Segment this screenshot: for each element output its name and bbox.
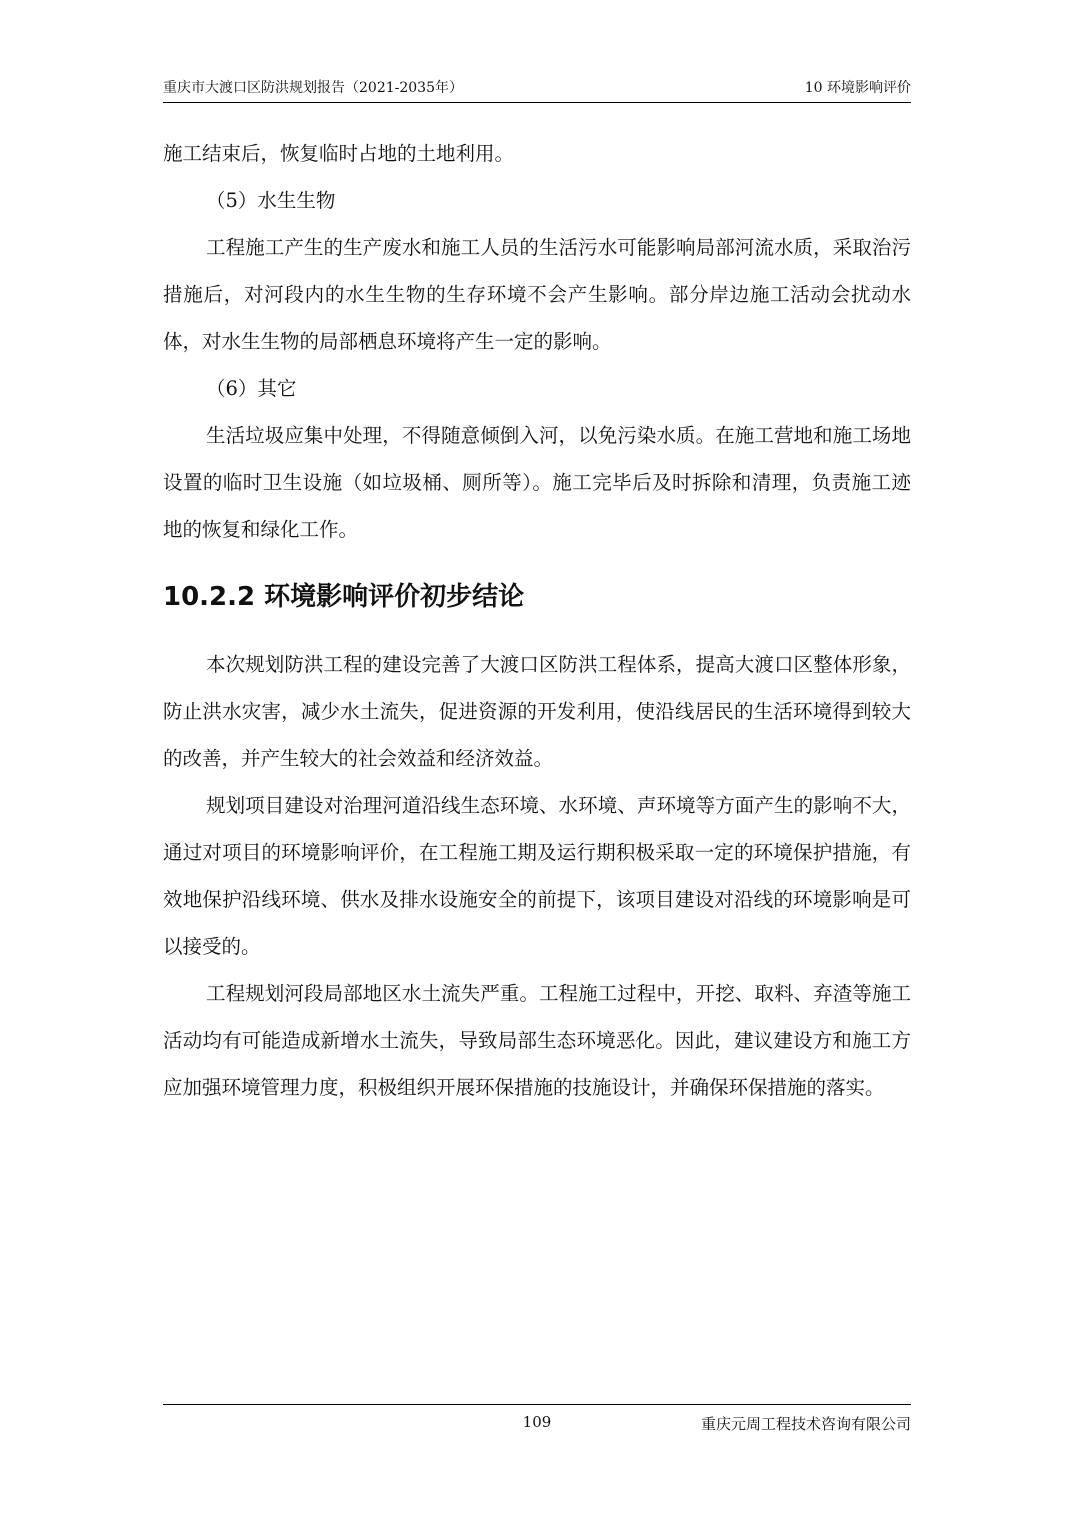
paragraph-3: 生活垃圾应集中处理，不得随意倾倒入河，以免污染水质。在施工营地和施工场地设置的临时卫生设施（如垃圾桶、厕所等）。施工完毕后及时拆除和清理，负责施工迹地的恢复和绿化工作。	[163, 424, 911, 541]
footer-company: 重庆元周工程技术咨询有限公司	[700, 1415, 911, 1433]
page-header	[163, 74, 911, 103]
subheading-other: （6）其它	[206, 377, 297, 400]
document-body	[163, 130, 911, 1111]
header-title: 重庆市大渡口区防洪规划报告（2021-2035年）	[163, 80, 463, 96]
paragraph-4: 本次规划防洪工程的建设完善了大渡口区防洪工程体系，提高大渡口区整体形象，防止洪水灾害，减少水土流失，促进资源的开发利用，使沿线居民的生活环境得到较大的改善，并产生较大的社会效益和经济效益。	[163, 653, 911, 770]
subheading-aquatic: （5）水生生物	[206, 189, 336, 212]
paragraph-1: 施工结束后，恢复临时占地的土地利用。	[163, 142, 515, 165]
section-heading: 10.2.2 环境影响评价初步结论	[163, 582, 525, 612]
page-number: 109	[522, 1413, 552, 1431]
page-footer	[163, 1404, 911, 1435]
paragraph-6: 工程规划河段局部地区水土流失严重。工程施工过程中，开挖、取料、弃渣等施工活动均有可能造成新增水土流失，导致局部生态环境恶化。因此，建议建设方和施工方应加强环境管理力度，积极组织开展环保措施的技施设计，并确保环保措施的落实。	[163, 982, 911, 1099]
paragraph-2: 工程施工产生的生产废水和施工人员的生活污水可能影响局部河流水质，采取治污措施后，对河段内的水生生物的生存环境不会产生影响。部分岸边施工活动会扰动水体，对水生生物的局部栖息环境将产生一定的影响。	[163, 236, 911, 353]
header-chapter: 10 环境影响评价	[804, 80, 911, 96]
paragraph-5: 规划项目建设对治理河道沿线生态环境、水环境、声环境等方面产生的影响不大，通过对项目的环境影响评价，在工程施工期及运行期积极采取一定的环境保护措施，有效地保护沿线环境、供水及排水设施安全的前提下，该项目建设对沿线的环境影响是可以接受的。	[163, 794, 911, 958]
